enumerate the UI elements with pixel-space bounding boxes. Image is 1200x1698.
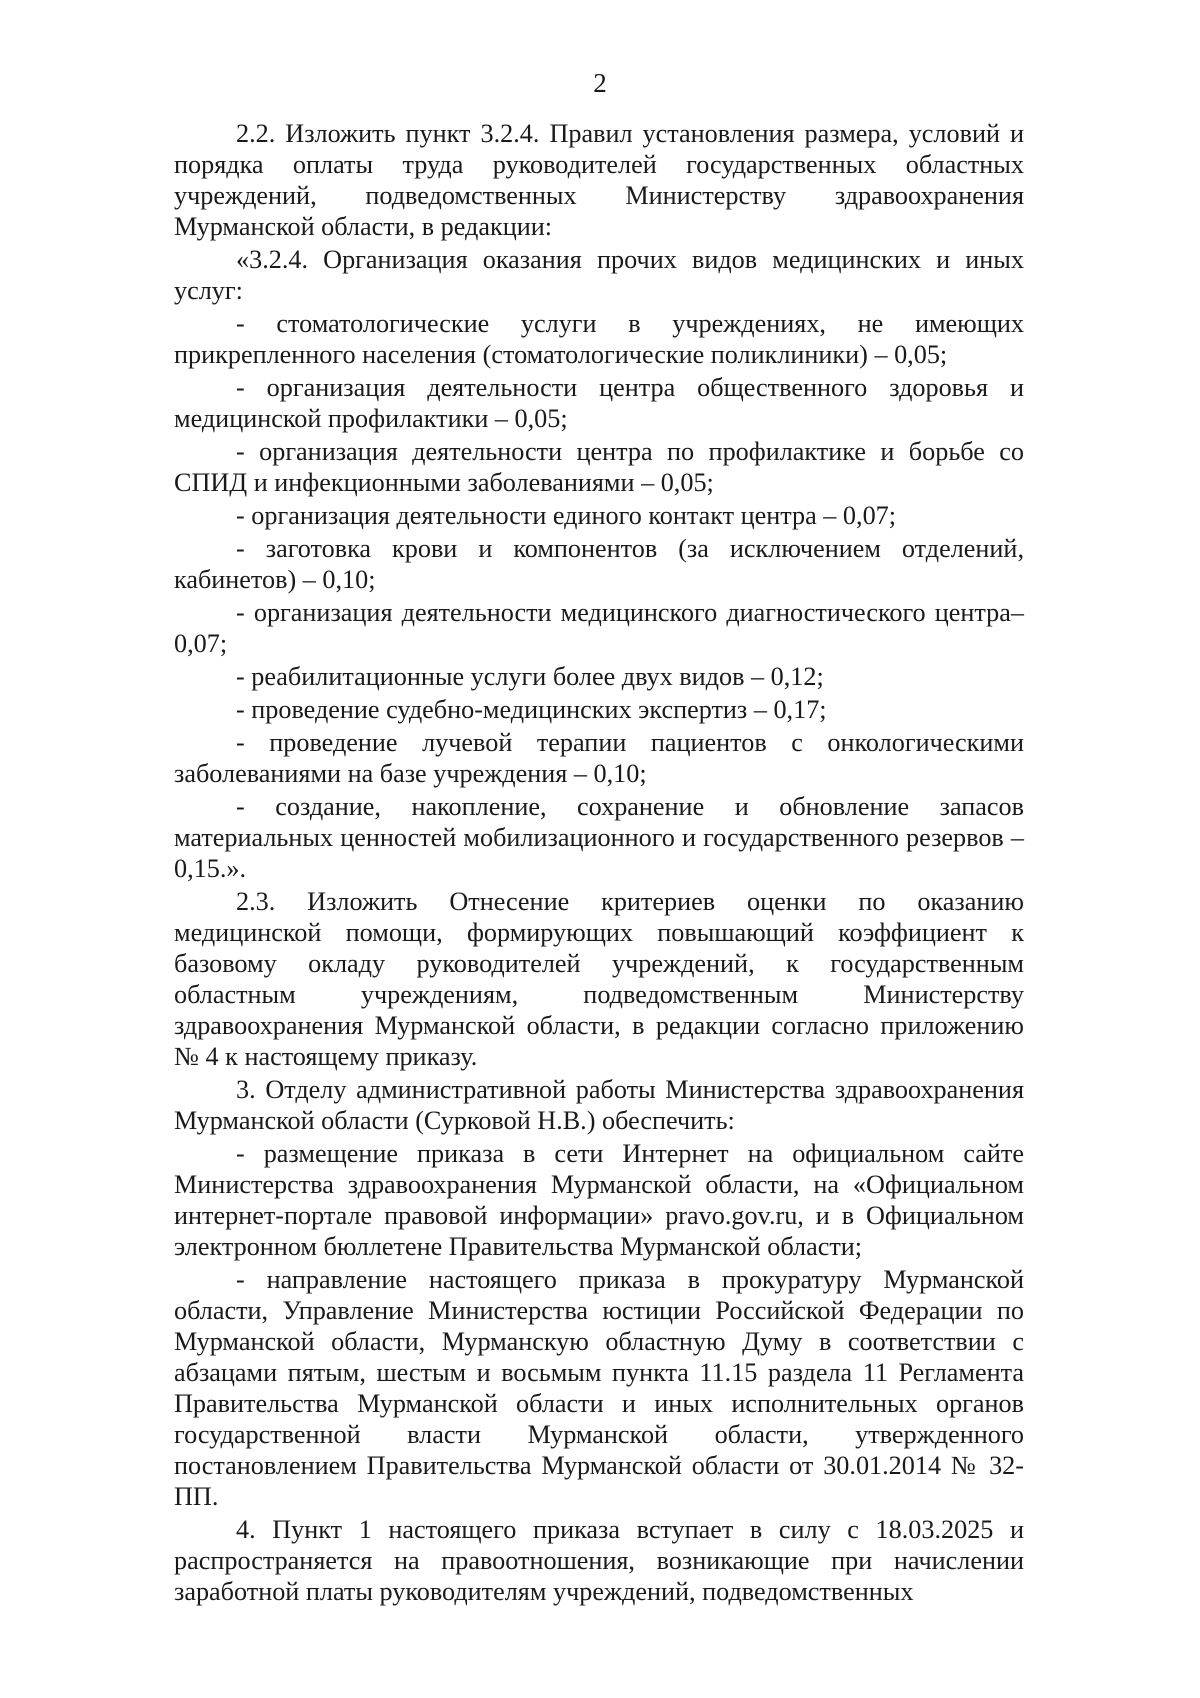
- list-item-dental: - стоматологические услуги в учреждениях, не имеющих прикрепленного населения (стоматологические поликлиники) – 0,05;: [174, 309, 1024, 369]
- paragraph-2-3: 2.3. Изложить Отнесение критериев оценки по оказанию медицинской помощи, формирующих повышающий коэффициент к базовому окладу руководителей учреждений, к государственным областным учреждениям, подведомственным Министерству здравоохранения Мурманской области, в редакции согласно приложению № 4 к настоящему приказу.: [174, 887, 1024, 1071]
- list-item-submission: - направление настоящего приказа в прокуратуру Мурманской области, Управление Министерства юстиции Российской Федерации по Мурманской области, Мурманскую областную Думу в соответствии с абзацами пятым, шестым и восьмым пункта 11.15 раздела 11 Регламента Правительства Мурманской области и иных исполнительных органов государственной власти Мурманской области, утвержденного постановлением Правительства Мурманской области от 30.01.2014 № 32-ПП.: [174, 1265, 1024, 1511]
- list-item-contact-center: - организация деятельности единого контакт центра – 0,07;: [236, 501, 897, 530]
- paragraph-4: 4. Пункт 1 настоящего приказа вступает в силу с 18.03.2025 и распространяется на правоотношения, возникающие при начислении заработной платы руководителям учреждений, подведомственных: [174, 1515, 1024, 1606]
- list-item-aids-center: - организация деятельности центра по профилактике и борьбе со СПИД и инфекционными заболеваниями – 0,05;: [174, 437, 1024, 497]
- paragraph-3-2-4-heading: «3.2.4. Организация оказания прочих видов медицинских и иных услуг:: [174, 245, 1024, 305]
- list-item-reserves: - создание, накопление, сохранение и обновление запасов материальных ценностей мобилизационного и государственного резервов – 0,15.».: [174, 792, 1024, 883]
- list-item-blood-procurement: - заготовка крови и компонентов (за исключением отделений, кабинетов) – 0,10;: [174, 534, 1024, 594]
- list-item-radiation-therapy: - проведение лучевой терапии пациентов с онкологическими заболеваниями на базе учреждения – 0,10;: [174, 728, 1024, 788]
- list-item-rehabilitation: - реабилитационные услуги более двух видов – 0,12;: [236, 662, 824, 691]
- list-item-forensic: - проведение судебно-медицинских экспертиз – 0,17;: [236, 695, 827, 724]
- document-body: [174, 118, 1024, 1609]
- list-item-publication: - размещение приказа в сети Интернет на официальном сайте Министерства здравоохранения Мурманской области, на «Официальном интернет-портале правовой информации» pravo.gov.ru, и в Официальном электронном бюллетене Правительства Мурманской области;: [174, 1139, 1024, 1261]
- paragraph-3: 3. Отделу административной работы Министерства здравоохранения Мурманской области (Сурковой Н.В.) обеспечить:: [174, 1075, 1024, 1135]
- list-item-diagnostic-center: - организация деятельности медицинского диагностического центра– 0,07;: [174, 598, 1024, 658]
- page-number: 2: [593, 68, 607, 98]
- paragraph-2-2: 2.2. Изложить пункт 3.2.4. Правил установления размера, условий и порядка оплаты труда руководителей государственных областных учреждений, подведомственных Министерству здравоохранения Мурманской области, в редакции:: [174, 119, 1024, 241]
- list-item-public-health-center: - организация деятельности центра общественного здоровья и медицинской профилактики – 0,05;: [174, 373, 1024, 433]
